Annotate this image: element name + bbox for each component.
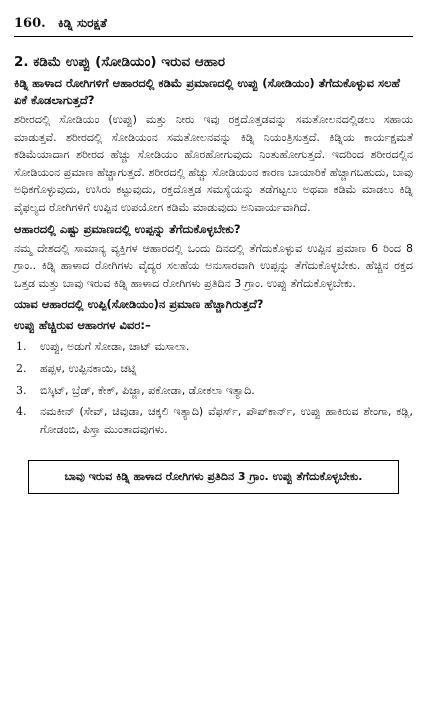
list-heading: ಉಪ್ಪು ಹೆಚ್ಚಿರುವ ಆಹಾರಗಳ ವಿವರ:–	[14, 318, 151, 333]
list-item	[14, 360, 413, 378]
list-item-text: ಬಿಸ್ಕಿಟ್, ಬ್ರೆಡ್, ಕೇಕ್, ಪಿಜ್ಜಾ, ಪಕೋಡಾ, ಡೋಕಲಾ ಇತ್ಯಾದಿ.	[40, 383, 255, 397]
list-item	[14, 382, 413, 400]
list-item	[14, 338, 413, 356]
list-item-number: 3.	[16, 383, 27, 397]
highlight-note-box: ಬಾವು ಇರುವ ಕಿಡ್ನಿ ಹಾಳಾದ ರೋಗಿಗಳು ಪ್ರತಿದಿನ 3 ಗ್ರಾಂ. ಉಪ್ಪು ತೆಗೆದುಕೊಳ್ಳಬೇಕು.	[28, 460, 399, 494]
list-item	[14, 403, 413, 438]
paragraph-salt-amount: ನಮ್ಮ ದೇಶದಲ್ಲಿ ಸಾಮಾನ್ಯ ವ್ಯಕ್ತಿಗಳ ಆಹಾರದಲ್ಲಿ ಒಂದು ದಿನದಲ್ಲಿ ತೆಗೆದುಕೊಳ್ಳುವ ಉಪ್ಪಿನ ಪ್ರಮಾಣ 6 ರಿಂದ 8 ಗ್ರಾಂ.. ಕಿಡ್ನಿ ಹಾಳಾದ ರೋಗಿಗಳು ವೈದ್ಯರ ಸಲಹೆಯ ಅನುಸಾರವಾಗಿ ಉಪ್ಪನ್ನು ತೆಗೆದುಕೊಳ್ಳಬೇಕು. ಹೆಚ್ಚಿನ ರಕ್ತದ ಒತ್ತಡ ಮತ್ತು ಬಾವು ಇರುವ ಕಿಡ್ನಿ ಹಾಳಾದ ರೋಗಿಗಳು ಪ್ರತಿದಿನ 3 ಗ್ರಾಂ. ಉಪ್ಪು ತೆಗೆದುಕೊಳ್ಳಬೇಕು.	[14, 241, 413, 290]
list-item-number: 1.	[16, 340, 27, 354]
list-item-text: ಹಪ್ಪಳ, ಉಪ್ಪಿನಕಾಯಿ, ಚಟ್ನಿ	[40, 361, 137, 375]
paragraph-sodium-balance: ಶರೀರದಲ್ಲಿ ಸೋಡಿಯಂ (ಉಪ್ಪು) ಮತ್ತು ನೀರು ಇವು ರಕ್ತದೊತ್ತಡವನ್ನು ಸಮತೋಲನದಲ್ಲಿಡಲು ಸಹಾಯ ಮಾಡುತ್ತವೆ. ಶರೀರದಲ್ಲಿ ಸೋಡಿಯಂನ ಸಮತೋಲನವನ್ನು ಕಿಡ್ನಿ ನಿಯಂತ್ರಿಸುತ್ತದೆ. ಕಿಡ್ನಿಯ ಕಾರ್ಯಕ್ಷಮತೆ ಕಡಿಮೆಯಾದಾಗ ಶರೀರದ ಹೆಚ್ಚು ಸೋಡಿಯಂ ಹೊರಹೋಗುವುದು ನಿಂತುಹೋಗುತ್ತದೆ. ಇದರಿಂದ ಶರೀರದಲ್ಲಿನ ಸೋಡಿಯಂನ ಪ್ರಮಾಣ ಹೆಚ್ಚಾಗುತ್ತದೆ. ಶರೀರದಲ್ಲಿ ಹೆಚ್ಚು ಸೋಡಿಯಂನ ಕಾರಣ ಬಾಯಾರಿಕೆ ಹೆಚ್ಚಾಗಬಹುದು, ಬಾವು ಅಧಿಕಗೊಳ್ಳುವುದು, ಉಸಿರು ಕಟ್ಟುವುದು, ರಕ್ತದೊತ್ತಡ ಸಮಸ್ಯೆಯನ್ನು ತಡೆಗಟ್ಟಲು ಅಥವಾ ಕಡಿಮೆ ಮಾಡಲು ಕಿಡ್ನಿ ವೈಫಲ್ಯದ ರೋಗಿಗಳಿಗೆ ಉಪ್ಪಿನ ಉಪಯೋಗ ಕಡಿಮೆ ಮಾಡುವುದು ಅನಿವಾರ್ಯವಾಗಿದೆ.	[14, 113, 413, 214]
document-page	[14, 14, 413, 494]
list-item-text: ಉಪ್ಪು, ಅಡುಗೆ ಸೋಡಾ, ಚಾಟ್ ಮಸಾಲಾ.	[40, 340, 190, 354]
list-item-number: 4.	[16, 405, 27, 419]
running-header	[14, 14, 413, 37]
high-salt-food-list	[14, 338, 413, 438]
question-high-sodium-foods: ಯಾವ ಆಹಾರದಲ್ಲಿ ಉಪ್ಪಿ(ಸೋಡಿಯಂ)ನ ಪ್ರಮಾಣ ಹೆಚ್ಚಾಗಿರುತ್ತದೆ?	[14, 297, 264, 312]
question-how-much-salt: ಆಹಾರದಲ್ಲಿ ಎಷ್ಟು ಪ್ರಮಾಣದಲ್ಲಿ ಉಪ್ಪನ್ನು ತೆಗೆದುಕೊಳ್ಳಬೇಕು?	[14, 221, 241, 236]
section-title: 2. ಕಡಿಮೆ ಉಪ್ಪು (ಸೋಡಿಯಂ) ಇರುವ ಆಹಾರ	[14, 54, 226, 70]
page-number: 160.	[14, 16, 46, 31]
question-why-low-salt: ಕಿಡ್ನಿ ಹಾಳಾದ ರೋಗಿಗಳಿಗೆ ಆಹಾರದಲ್ಲಿ ಕಡಿಮೆ ಪ್ರಮಾಣದಲ್ಲಿ ಉಪ್ಪು (ಸೋಡಿಯಂ) ತೆಗೆದುಕೊಳ್ಳುವ ಸಲಹೆ ಏಕೆ ಕೊಡಲಾಗುತ್ತದೆ?	[14, 76, 400, 107]
running-title: ಕಿಡ್ನಿ ಸುರಕ್ಷತೆ	[58, 16, 107, 30]
list-item-text: ನಮಕೀನ್ (ಸೇವ್, ಚಿವುಡಾ, ಚಕ್ಕಲಿ ಇತ್ಯಾದಿ) ವೆಫರ್ಸ್, ಪೌಪ್‌ಕಾರ್ನ್, ಉಪ್ಪು ಹಾಕಿರುವ ಶೇಂಗಾ, ಕಡ್ಲಿ, ಗೋಡಂಬಿ, ಪಿಸ್ತಾ ಮುಂತಾದವುಗಳು.	[40, 405, 413, 436]
list-item-number: 2.	[16, 361, 27, 375]
